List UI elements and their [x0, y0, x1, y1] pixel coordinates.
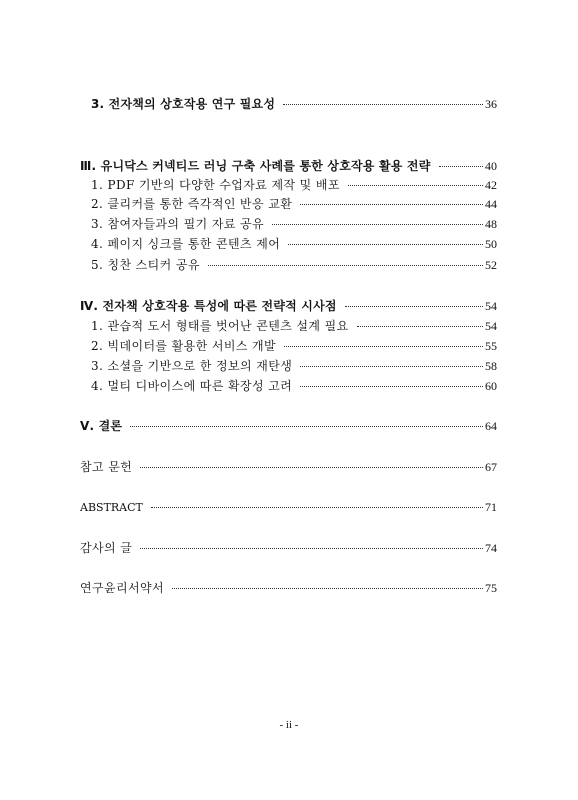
toc-dot-leader — [300, 386, 483, 387]
toc-entry — [91, 338, 497, 354]
toc-entry — [80, 499, 497, 516]
toc-entry-label: 연구윤리서약서 — [80, 581, 164, 595]
toc-entry — [80, 540, 497, 556]
toc-entry-label: 3. 전자책의 상호작용 연구 필요성 — [91, 97, 276, 111]
toc-entry — [91, 196, 497, 212]
toc-entry-page: 44 — [485, 197, 497, 211]
toc-dot-leader — [172, 588, 483, 589]
toc-entry-page: 71 — [485, 500, 497, 514]
toc-entry-page: 75 — [485, 581, 497, 595]
toc-entry-page: 40 — [485, 159, 497, 173]
toc-entry-label: 2. 빅데이터를 활용한 서비스 개발 — [91, 339, 277, 353]
toc-dot-leader — [130, 426, 483, 427]
toc-entry — [91, 257, 497, 273]
toc-entry-page: 54 — [485, 299, 497, 313]
toc-entry-label: 4. 페이지 싱크를 통한 콘텐츠 제어 — [91, 237, 281, 251]
toc-dot-leader — [348, 185, 483, 186]
page-number: - ii - — [279, 719, 299, 731]
toc-chapter — [80, 298, 497, 314]
toc-dot-leader — [439, 166, 483, 167]
toc-dot-leader — [140, 548, 483, 549]
toc-entry — [80, 459, 497, 475]
toc-entry-page: 50 — [485, 237, 497, 251]
toc-dot-leader — [208, 265, 483, 266]
toc-dot-leader — [345, 306, 483, 307]
toc-entry-label: 3. 소셜을 기반으로 한 정보의 재탄생 — [91, 359, 293, 373]
toc-dot-leader — [284, 346, 483, 347]
toc-entry-label: 1. PDF 기반의 다양한 수업자료 제작 및 배포 — [91, 178, 340, 192]
toc-dot-leader — [357, 326, 483, 327]
toc-entry-page: 54 — [485, 319, 497, 333]
toc-entry — [91, 318, 497, 334]
toc-chapter — [80, 158, 497, 174]
toc-entry-label: 4. 멀티 디바이스에 따른 확장성 고려 — [91, 379, 293, 393]
toc-entry-label: 2. 클리커를 통한 즉각적인 반응 교환 — [91, 197, 293, 211]
toc-entry-label: 5. 칭찬 스티커 공유 — [91, 258, 200, 272]
toc-entry-page: 60 — [485, 379, 497, 393]
toc-entry-label: 참고 문헌 — [80, 460, 133, 474]
toc-entry-label: Ⅴ. 결론 — [80, 419, 123, 433]
toc-dot-leader — [140, 467, 483, 468]
toc-entry-label: 1. 관습적 도서 형태를 벗어난 콘텐츠 설계 필요 — [91, 319, 349, 333]
toc-entry-page: 48 — [485, 217, 497, 231]
toc-chapter — [80, 418, 497, 434]
toc-entry-label: 3. 참여자들과의 필기 자료 공유 — [91, 217, 265, 231]
toc-dot-leader — [288, 244, 483, 245]
toc-entry-page: 42 — [485, 178, 497, 192]
toc-entry-page: 52 — [485, 258, 497, 272]
toc-entry — [91, 216, 497, 232]
toc-entry-label: Ⅲ. 유니닥스 커넥티드 러닝 구축 사례를 통한 상호작용 활용 전략 — [80, 159, 431, 173]
toc-dot-leader — [272, 224, 483, 225]
toc-dot-leader — [283, 104, 483, 105]
toc-entry-page: 64 — [485, 419, 497, 433]
toc-entry-label: ABSTRACT — [80, 501, 143, 514]
toc-entry-page: 55 — [485, 339, 497, 353]
toc-entry — [80, 580, 497, 596]
toc-entry-page: 67 — [485, 460, 497, 474]
toc-entry-page: 36 — [485, 97, 497, 111]
toc-entry — [91, 236, 497, 252]
toc-entry-page: 74 — [485, 541, 497, 555]
toc-entry — [91, 378, 497, 394]
toc-entry-page: 58 — [485, 359, 497, 373]
toc-entry-label: Ⅳ. 전자책 상호작용 특성에 따른 전략적 시사점 — [80, 299, 337, 313]
toc-entry — [91, 177, 497, 193]
toc-dot-leader — [151, 507, 483, 508]
toc-dot-leader — [300, 204, 483, 205]
toc-entry-label: 감사의 글 — [80, 541, 133, 555]
toc-dot-leader — [300, 366, 483, 367]
toc-entry — [91, 96, 497, 112]
toc-entry — [91, 358, 497, 374]
